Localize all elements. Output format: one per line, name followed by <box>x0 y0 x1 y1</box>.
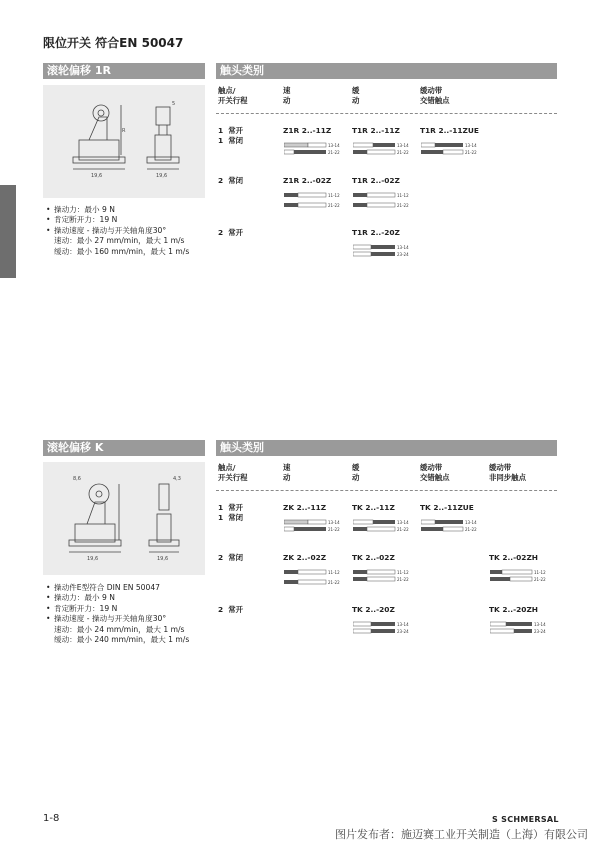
contact-number: 21-22 <box>397 203 409 208</box>
col-header-snap: 速 动 <box>283 86 291 105</box>
contact-number: 21-22 <box>534 577 546 582</box>
contact-number: 11-12 <box>397 570 409 575</box>
product-code: Z1R 2..-11Z <box>283 126 332 135</box>
contact-number: 21-22 <box>397 527 409 532</box>
contact-number: 21-22 <box>465 527 477 532</box>
brand-logo: S SCHMERSAL <box>492 815 559 824</box>
product-code: TK 2..-20ZH <box>489 605 538 614</box>
contact-number: 21-22 <box>328 203 340 208</box>
contact-number: 23-24 <box>397 629 409 634</box>
travel-diagram <box>490 616 550 642</box>
spec-speed-fast: 速动：最小 24 mm/min，最大 1 m/s <box>54 624 185 634</box>
contact-number: 21-22 <box>465 150 477 155</box>
contact-number: 13-14 <box>328 143 340 148</box>
product-code: ZK 2..-11Z <box>283 503 327 512</box>
product-code: TK 2..-02ZH <box>489 553 538 562</box>
section-2-contact-header: 触头类别 <box>216 440 557 456</box>
product-code: T1R 2..-11ZUE <box>420 126 479 135</box>
product-code: T1R 2..-11Z <box>352 126 400 135</box>
product-code: T1R 2..-02Z <box>352 176 400 185</box>
contact-number: 23-24 <box>397 252 409 257</box>
section-1-title: 滚轮偏移 1R <box>43 63 205 79</box>
spec-item: • 操动速度 - 操动与开关轴角度30° <box>46 614 211 624</box>
contact-number: 11-12 <box>397 193 409 198</box>
travel-diagram <box>284 187 344 221</box>
spec-item: • 肯定断开力：19 N <box>46 604 211 614</box>
dim-width-1: 19,6 <box>87 556 99 562</box>
spec-speed-slow: 缓动：最小 160 mm/min，最大 1 m/s <box>54 246 190 256</box>
contact-number: 13-14 <box>397 245 409 250</box>
col-header-contact: 触点/ 开关行程 <box>218 86 248 105</box>
travel-diagram <box>353 564 413 590</box>
contact-number: 13-14 <box>534 622 546 627</box>
contact-number: 13-14 <box>397 622 409 627</box>
dim-top: 4,3 <box>173 476 181 482</box>
row-label-1no1nc: 1 常开 1 常闭 <box>218 126 244 145</box>
col-header-snap: 速 动 <box>283 463 291 482</box>
spec-speed-fast: 速动：最小 27 mm/min，最大 1 m/s <box>54 236 185 246</box>
contact-number: 13-14 <box>465 520 477 525</box>
contact-number: 13-14 <box>328 520 340 525</box>
page-number: 1-8 <box>43 813 60 824</box>
dim-width-2: 19,6 <box>157 556 169 562</box>
travel-diagram <box>353 187 413 221</box>
travel-diagram <box>353 239 413 265</box>
section-2-drawing <box>43 462 205 575</box>
contact-number: 21-22 <box>328 580 340 585</box>
footer-credit: 图片发布者：施迈赛工业开关制造（上海）有限公司 <box>335 828 588 841</box>
section-2-specs <box>46 583 211 645</box>
travel-diagram <box>421 137 481 163</box>
contact-number: 21-22 <box>397 577 409 582</box>
col-header-slow: 缓 动 <box>352 86 360 105</box>
contact-number: 13-14 <box>397 520 409 525</box>
row-label-2nc: 2 常闭 <box>218 176 244 185</box>
product-code: TK 2..-11ZUE <box>420 503 474 512</box>
travel-diagram <box>284 564 344 598</box>
contact-number: 23-24 <box>534 629 546 634</box>
travel-diagram <box>421 514 481 540</box>
dim-r: R <box>122 128 126 134</box>
contact-number: 21-22 <box>328 527 340 532</box>
col-header-contact: 触点/ 开关行程 <box>218 463 248 482</box>
contact-number: 21-22 <box>397 150 409 155</box>
header-rule <box>216 490 557 491</box>
row-label-2no: 2 常开 <box>218 228 244 237</box>
contact-number: 11-12 <box>328 570 340 575</box>
dim-top: 5 <box>172 101 176 107</box>
spec-item: • 操动速度 - 操动与开关轴角度30° <box>46 226 211 236</box>
col-header-overlap: 缓动带 交错触点 <box>420 86 450 105</box>
spec-speed-slow: 缓动：最小 240 mm/min，最大 1 m/s <box>54 635 190 645</box>
travel-diagram <box>353 514 413 540</box>
row-label-2nc: 2 常闭 <box>218 553 244 562</box>
header-rule <box>216 113 557 114</box>
section-2-title: 滚轮偏移 K <box>43 440 205 456</box>
product-code: ZK 2..-02Z <box>283 553 327 562</box>
contact-number: 13-14 <box>397 143 409 148</box>
spec-item: • 操动件E型符合 DIN EN 50047 <box>46 583 211 593</box>
spec-item: • 肯定断开力：19 N <box>46 215 211 225</box>
spec-item: • 操动力：最小 9 N <box>46 593 211 603</box>
chapter-side-tab <box>0 185 16 278</box>
product-code: TK 2..-20Z <box>352 605 395 614</box>
dim-width-2: 19,6 <box>156 173 168 179</box>
dim-offset: 8,6 <box>73 476 81 482</box>
page-title: 限位开关 符合EN 50047 <box>43 36 184 50</box>
limit-switch-k-drawing <box>43 462 205 575</box>
section-1-drawing <box>43 85 205 198</box>
col-header-nonsync: 缓动带 非同步触点 <box>489 463 526 482</box>
product-code: T1R 2..-20Z <box>352 228 400 237</box>
travel-diagram <box>284 137 344 163</box>
limit-switch-roller-drawing <box>43 85 205 198</box>
spec-item: • 操动力：最小 9 N <box>46 205 211 215</box>
contact-number: 11-12 <box>328 193 340 198</box>
row-label-2no: 2 常开 <box>218 605 244 614</box>
product-code: Z1R 2..-02Z <box>283 176 332 185</box>
dim-width-1: 19,6 <box>91 173 103 179</box>
row-label-1no1nc: 1 常开 1 常闭 <box>218 503 244 522</box>
section-1-specs <box>46 205 211 257</box>
contact-number: 13-14 <box>465 143 477 148</box>
travel-diagram <box>353 616 413 642</box>
contact-number: 21-22 <box>328 150 340 155</box>
travel-diagram <box>353 137 413 163</box>
col-header-overlap: 缓动带 交错触点 <box>420 463 450 482</box>
section-1-contact-header: 触头类别 <box>216 63 557 79</box>
product-code: TK 2..-11Z <box>352 503 395 512</box>
contact-number: 11-12 <box>534 570 546 575</box>
travel-diagram <box>284 514 344 540</box>
travel-diagram <box>490 564 550 590</box>
col-header-slow: 缓 动 <box>352 463 360 482</box>
product-code: TK 2..-02Z <box>352 553 395 562</box>
